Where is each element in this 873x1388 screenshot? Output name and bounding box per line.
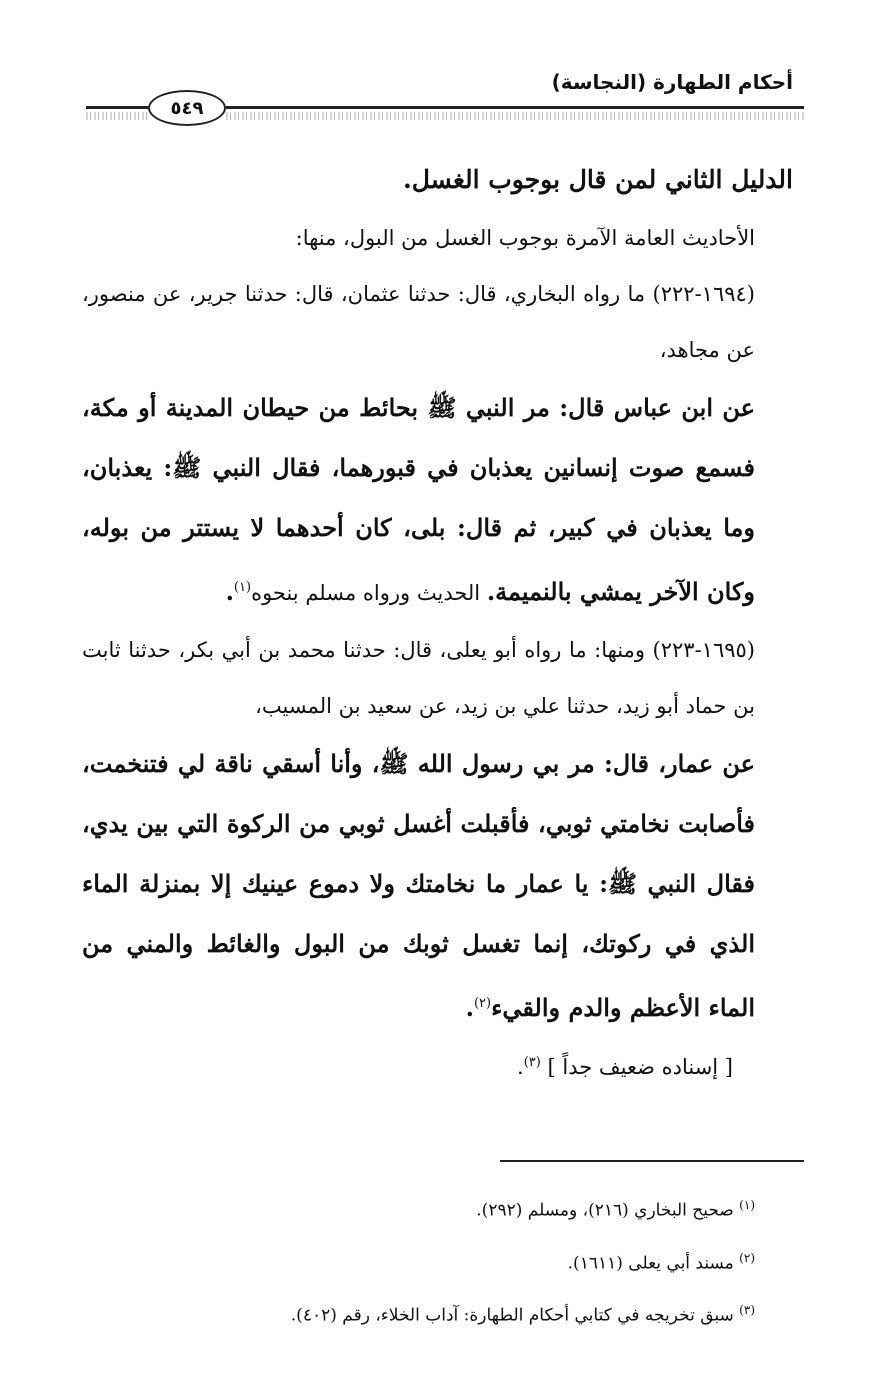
footnote-1-text: صحيح البخاري (٢١٦)، ومسلم (٢٩٢). [476, 1200, 734, 1221]
intro-paragraph: الأحاديث العامة الآمرة بوجوب الغسل من البول، منها: [295, 226, 755, 250]
footnotes [82, 1182, 755, 1340]
footnote-3 [82, 1287, 755, 1340]
footnote-2-text: مسند أبي يعلى (١٦١١). [567, 1253, 734, 1274]
grade-text: [ إسناده ضعيف جداً ] [547, 1055, 733, 1079]
header-rule-left [86, 106, 148, 109]
page-body [82, 150, 793, 1092]
footnote-ref-2[interactable]: (٢) [473, 996, 492, 1011]
header-rule-texture [226, 112, 804, 120]
isnad-1: (١٦٩٤-٢٢٢) ما رواه البخاري، قال: حدثنا عثمان، قال: حدثنا جرير، عن منصور، عن مجاهد، [82, 282, 755, 362]
footnote-2-number: (٢) [739, 1250, 755, 1265]
running-header-title: أحكام الطهارة (النجاسة) [551, 70, 793, 94]
header-rule-texture-left [86, 112, 148, 120]
header-rule-right [226, 106, 804, 109]
hadith-2-text: عن عمار، قال: مر بي رسول الله ﷺ، وأنا أسقي ناقة لي فتنخمت، فأصابت نخامتي ثوبي، فأقبلت أغسل ثوبي من الركوة التي بين يدي، فقال النبي ﷺ: يا عمار ما نخامتك ولا دموع عينيك إلا بمنزلة الماء الذي في ركوتك، إنما تغسل ثوبك من البول والغائط والمني من الماء الأعظم والدم والقيء [82, 749, 756, 1022]
hadith-1-end: . [225, 577, 234, 606]
section-heading: الدليل الثاني لمن قال بوجوب الغسل. [403, 165, 793, 194]
hadith-2 [82, 734, 793, 1038]
hadith-2-end: . [465, 993, 474, 1022]
footnote-1 [82, 1182, 755, 1235]
footnote-1-number: (١) [739, 1198, 755, 1212]
grade-end: . [517, 1055, 524, 1079]
isnad-grade [82, 1038, 793, 1092]
hadith-1-text: عن ابن عباس قال: مر النبي ﷺ بحائط من حيطان المدينة أو مكة، فسمع صوت إنسانين يعذبان في قبورهما، فقال النبي ﷺ: يعذبان، وما يعذبان في كبير، ثم قال: بلى، كان أحدهما لا يستتر من بوله، وكان الآخر يمشي بالنميمة. [82, 393, 755, 606]
footnote-separator [500, 1160, 804, 1162]
footnote-ref-1[interactable]: (١) [233, 580, 252, 595]
hadith-1-note: الحديث ورواه مسلم بنحوه [251, 581, 487, 605]
footnote-2 [82, 1235, 755, 1288]
footnote-3-text: سبق تخريجه في كتابي أحكام الطهارة: آداب الخلاء، رقم (٤٠٢). [290, 1305, 734, 1326]
isnad-2: (١٦٩٥-٢٢٣) ومنها: ما رواه أبو يعلى، قال: حدثنا محمد بن أبي بكر، حدثنا ثابت بن حماد أبو زيد، حدثنا علي بن زيد، عن سعيد بن المسيب، [82, 638, 755, 718]
footnote-ref-3[interactable]: (٣) [523, 1055, 541, 1070]
page-number: ٥٤٩ [148, 90, 226, 126]
hadith-1 [82, 378, 793, 622]
footnote-3-number: (٣) [739, 1303, 755, 1318]
